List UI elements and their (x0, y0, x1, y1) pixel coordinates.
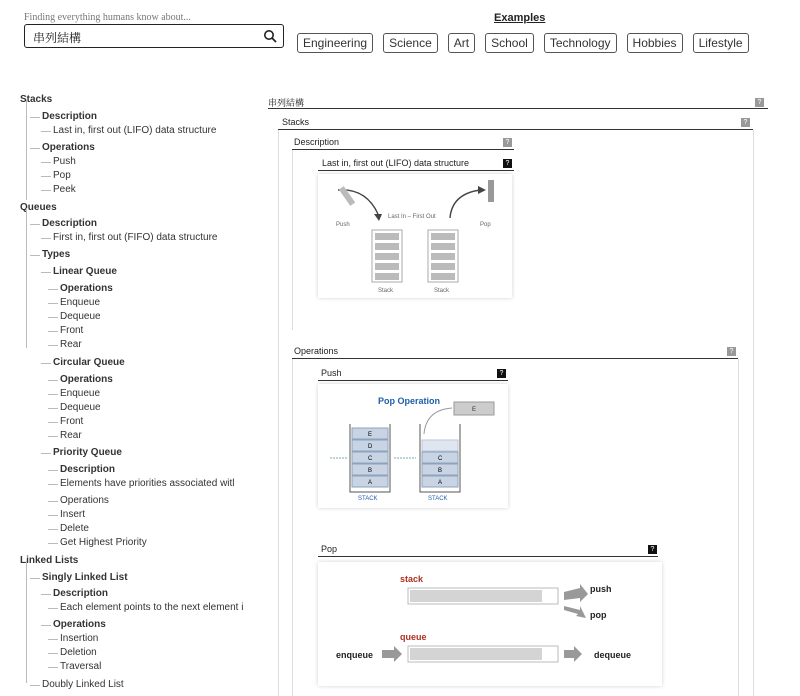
tree-node[interactable]: Insert (60, 509, 86, 520)
chip-engineering[interactable]: Engineering (297, 33, 373, 53)
stack-a-cell: D (368, 444, 373, 450)
stack-a-cell: B (368, 468, 373, 474)
tree-connector (41, 272, 51, 273)
pop-card-title: Pop (321, 544, 338, 554)
operations-title: Operations (294, 346, 339, 356)
tree-node[interactable]: Front (60, 416, 84, 427)
tree-node[interactable]: Delete (60, 523, 89, 534)
tree-node[interactable]: Enqueue (60, 297, 101, 308)
tree-node[interactable]: Singly Linked List (42, 572, 128, 583)
search-box[interactable] (24, 24, 284, 48)
tree-connector (48, 303, 58, 304)
tree-connector (48, 422, 58, 423)
push-card-title: Push (321, 368, 342, 378)
tree-node[interactable]: Rear (60, 430, 82, 441)
tree-node[interactable]: Dequeue (60, 402, 101, 413)
tree-connector (48, 289, 58, 290)
stack-b-cell: A (438, 480, 443, 486)
search-input[interactable]: 串列結構 (33, 31, 82, 45)
chip-art[interactable]: Art (448, 33, 475, 53)
tree-connector (41, 363, 51, 364)
tree-node[interactable]: Priority Queue (53, 447, 122, 458)
lifo-caption: Last In – First Out (388, 214, 436, 220)
push-diagram-title: Pop Operation (378, 396, 441, 406)
tree-guide (26, 208, 27, 348)
tree-connector (48, 543, 58, 544)
tree-node[interactable]: Doubly Linked List (42, 679, 124, 690)
stack-row-graphic (408, 588, 558, 604)
search-hint: Finding everything humans know about... (24, 12, 191, 23)
tree-connector (48, 653, 58, 654)
tree-node[interactable]: Last in, first out (LIFO) data structure (53, 125, 217, 136)
pop-diagram (318, 562, 662, 686)
tree-connector (30, 117, 40, 118)
lifo-diagram (318, 174, 512, 298)
tree-connector (30, 685, 40, 686)
chip-school[interactable]: School (485, 33, 534, 53)
push-word: push (590, 584, 612, 594)
tree-guide (26, 100, 27, 200)
tree-node[interactable]: First in, first out (FIFO) data structure (53, 232, 218, 243)
stack-a-graphic (350, 424, 390, 492)
tree-connector (48, 436, 58, 437)
tree-node[interactable]: Elements have priorities associated witl (60, 478, 235, 489)
tree-node[interactable]: Rear (60, 339, 82, 350)
tree-node[interactable]: Description (42, 111, 98, 122)
tree-connector (41, 625, 51, 626)
tree-connector (48, 380, 58, 381)
lifo-stack-b-label: Stack (434, 288, 450, 294)
queue-word: queue (400, 632, 427, 642)
tree-node[interactable]: Front (60, 325, 84, 336)
tree-node[interactable]: Deletion (60, 647, 97, 658)
enqueue-word: enqueue (336, 650, 374, 660)
tree-connector (41, 162, 51, 163)
tree-connector (41, 176, 51, 177)
tree-connector (48, 317, 58, 318)
search-icon[interactable] (263, 29, 277, 43)
push-stack-a-label: STACK (358, 496, 378, 502)
lifo-card-title: Last in, first out (LIFO) data structure (322, 158, 470, 168)
tree-node[interactable]: Linked Lists (20, 555, 79, 566)
push-diagram (318, 384, 508, 508)
push-help-icon[interactable]: ? (497, 369, 506, 378)
tree-connector (41, 453, 51, 454)
lifo-stack-a-label: Stack (378, 288, 394, 294)
tree-connector (48, 501, 58, 502)
tree-node[interactable]: Each element points to the next element i (60, 602, 244, 613)
tree-node[interactable]: Description (60, 464, 116, 475)
tree-node[interactable]: Dequeue (60, 311, 101, 322)
stacks-help-icon[interactable]: ? (741, 118, 750, 127)
stack-b-graphic (420, 424, 460, 492)
operations-help-icon[interactable]: ? (727, 347, 736, 356)
floating-cell-label: E (472, 407, 477, 413)
tree-node[interactable]: Stacks (20, 94, 53, 105)
tree-connector (30, 224, 40, 225)
tree-node[interactable]: Description (53, 588, 109, 599)
tree-connector (48, 667, 58, 668)
chip-technology[interactable]: Technology (544, 33, 617, 53)
tree-node[interactable]: Circular Queue (53, 357, 125, 368)
tree-connector (41, 131, 51, 132)
examples-title: Examples (494, 12, 546, 24)
tree-connector (48, 345, 58, 346)
stacks-title: Stacks (282, 117, 310, 127)
lifo-help-icon[interactable]: ? (503, 159, 512, 168)
tree-connector (48, 408, 58, 409)
tree-connector (41, 238, 51, 239)
tree-connector (48, 331, 58, 332)
tree-node[interactable]: Pop (53, 170, 71, 181)
tree-connector (41, 594, 51, 595)
stack-a-cell: C (368, 456, 373, 462)
stack-b-graphic (428, 230, 458, 282)
root-help-icon[interactable]: ? (755, 98, 764, 107)
tree-node[interactable]: Linear Queue (53, 266, 117, 277)
chip-lifestyle[interactable]: Lifestyle (693, 33, 749, 53)
tree-connector (48, 639, 58, 640)
tree-connector (48, 529, 58, 530)
description-title: Description (294, 137, 340, 147)
tree-guide (26, 561, 27, 683)
mindmap-panel (268, 96, 768, 696)
description-help-icon[interactable]: ? (503, 138, 512, 147)
tree-node[interactable]: Operations (60, 283, 113, 294)
tree-connector (48, 608, 58, 609)
tree-node[interactable]: Get Highest Priority (60, 537, 147, 548)
tree-node[interactable]: Operations (53, 619, 106, 630)
stack-a-cell: E (368, 432, 373, 438)
pop-word: pop (590, 610, 607, 620)
stack-b-cell: C (438, 456, 443, 462)
stack-word: stack (400, 574, 424, 584)
tree-connector (48, 515, 58, 516)
tree-connector (30, 148, 40, 149)
queue-row-graphic (408, 646, 558, 662)
tree-node[interactable]: Operations (42, 142, 95, 153)
chip-science[interactable]: Science (383, 33, 438, 53)
tree-node[interactable]: Description (42, 218, 98, 229)
stack-a-cell: A (368, 480, 373, 486)
lifo-pop-label: Pop (480, 222, 491, 228)
tree-connector (48, 394, 58, 395)
tree-node[interactable]: Operations (60, 374, 113, 385)
tree-node[interactable]: Insertion (60, 633, 99, 644)
push-stack-b-label: STACK (428, 496, 448, 502)
tree-node[interactable]: Enqueue (60, 388, 101, 399)
tree-node[interactable]: Types (42, 249, 71, 260)
chip-hobbies[interactable]: Hobbies (627, 33, 683, 53)
tree-connector (48, 484, 58, 485)
root-title: 串列結構 (268, 98, 305, 108)
stack-a-graphic (372, 230, 402, 282)
tree-node[interactable]: Push (53, 156, 76, 167)
tree-connector (30, 255, 40, 256)
pop-help-icon[interactable]: ? (648, 545, 657, 554)
tree-connector (41, 190, 51, 191)
tree-node[interactable]: Peek (53, 184, 76, 195)
example-chips (297, 33, 749, 53)
stack-b-cell: B (438, 468, 443, 474)
lifo-push-label: Push (336, 222, 350, 228)
tree-connector (48, 470, 58, 471)
tree-node[interactable]: Operations (60, 495, 109, 506)
tree-connector (30, 578, 40, 579)
tree-node[interactable]: Traversal (60, 661, 102, 672)
dequeue-word: dequeue (594, 650, 632, 660)
tree-node[interactable]: Queues (20, 202, 57, 213)
